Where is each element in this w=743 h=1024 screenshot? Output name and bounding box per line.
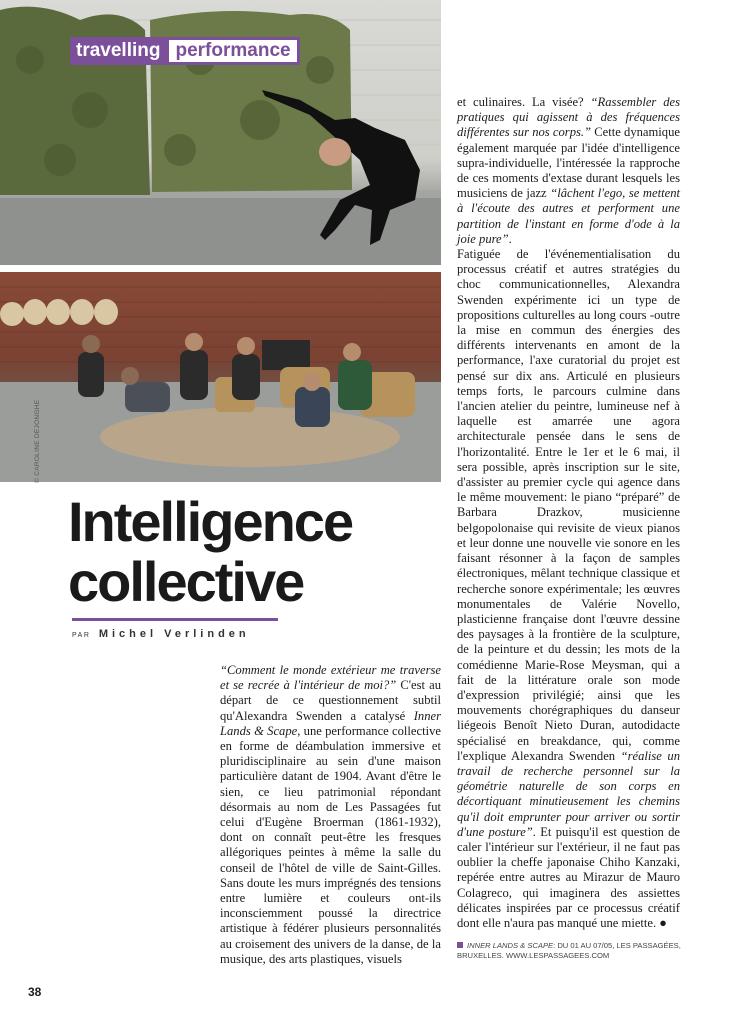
title-line-1: Intelligence [68, 490, 353, 553]
group-photo [0, 272, 441, 482]
photo-credit: © CAROLINE DEJONGHE [34, 399, 41, 483]
right-p1-quote-1: “Rassembler des pratiques qui agissent à des fréquences différentes sur nos corps.” [457, 95, 680, 140]
right-p1-a: et culinaires. La visée? [457, 95, 591, 109]
end-mark: ● [656, 915, 667, 930]
byline-rule [72, 618, 278, 621]
right-p1-quote-2: “lâchent l'ego, se mettent à l'écoute des autres et performent une partition de l'instant en forme d'ode à la joie pure” [457, 186, 680, 246]
left-text-1: C'est au départ de ce questionnement subtil qu'Alexandra Swenden a catalysé [220, 678, 441, 723]
byline [72, 624, 250, 642]
right-p2-a: Fatiguée de l'événementialisation du processus créatif et autres stratégies du choc communicationnelles, Alexandra Swenden expérimente ici un type de propositions culturelles au long cours -outre la mise en commun des énergies des différents intervenants en amont de la performance, l'axe curatorial du projet est pensé sur dix ans. Articulé en plusieurs temps forts, le parcours culmine dans l'ancien atelier du peintre, lumineuse nef à laquelle est amarrée une agora architecturale pensée dans le sens de l'horizontalité. Entre le 1er et le 6 mai, il sera possible, après inscription sur le site, d'assister au premier cycle qui agence dans le même mouvement: le piano “préparé” de Barbara Drazkov, musicienne belgopolonaise qui revisite de vieux pianos et leur donne une nouvelle vie sonore en les faisant résonner à la façon de samples électroniques, mêlant technique classique et recherche sonore expérimentale; les œuvres monumentales de Valérie Novello, plasticienne française dont l'œuvre dessine des paysages à la frontière de la sculpture, de la peinture et du dessin; les mots de la comédienne Marie-Rose Meysman, qui a fait de la littérature orale son mode d'expression privilégié; ainsi que les mouvements chorégraphiques du danseur liégeois Benoît Nieto Duran, autodidacte spécialisé en breakdance, qui, comme l'explique Alexandra Swenden [457, 247, 680, 763]
section-rubric [70, 37, 300, 65]
info-details: : DU 01 AU 07/05, LES PASSAGÉES, BRUXELLES. WWW.LESPASSAGEES.COM [457, 941, 681, 960]
right-p2-b: . Et puisqu'il est question de caler l'intérieur sur l'extérieur, il ne faut pas oublier la cheffe japonaise Chiho Kanzaki, repérée entre autres au Mirazur de Mauro Colagreco, qui imaginera des assiettes délicates inspirées par ce processus créatif dont elle n'aura pas manqué une miette. [457, 824, 681, 930]
work-title: Inner Lands & Scape [220, 708, 441, 738]
rubric-performance: performance [166, 37, 299, 65]
title-line-2: collective [68, 550, 304, 613]
left-text-2: , une performance collective en forme de déambulation immersive et pluridisciplinaire au sein d'une maison particulière datant de 1904. Avant d'être le sien, ce lieu patrimonial répondant désormais au nom de Les Passagées fut celui d'Eugène Broerman (1861-1932), dont on connaît peut-être les fresques allégoriques peintes à même la salle du conseil de l'hôtel de ville de Saint-Gilles. Sans doute les murs imprégnés des tensions entre lumière et couleurs ont-ils inconsciemment poussé la directrice artistique à fédérer plusieurs personnalités au croisement des univers de la danse, de la musique, des arts plastiques, visuels [220, 723, 441, 966]
info-title: INNER LANDS & SCAPE [467, 941, 554, 950]
right-paragraph-2 [457, 247, 680, 931]
page-number: 38 [28, 985, 42, 999]
right-p1-b: Cette dynamique également marquée par l'idée d'intelligence supra-individuelle, l'intéressée la rapproche de ces moments d'extase durant lesquels les musiciens de jazz [457, 125, 680, 201]
event-info [457, 941, 687, 961]
left-paragraph [220, 663, 441, 967]
byline-prefix: PAR [72, 632, 91, 639]
group-photo-illustration [0, 272, 441, 482]
rubric-travelling: travelling [70, 37, 166, 65]
right-paragraph-1 [457, 95, 680, 247]
right-p1-c: . [508, 231, 512, 246]
article-title [68, 492, 438, 612]
intro-quote: “Comment le monde extérieur me traverse et se recrée à l'intérieur de moi?” [220, 663, 441, 693]
byline-author: Michel Verlinden [98, 628, 250, 640]
right-text-column [457, 95, 680, 931]
left-text-column [220, 663, 441, 967]
right-p2-quote: “réalise un travail de recherche personnel sur la géométrie naturelle de son corps en décortiquant minutieusement les chemins qu'il doit emprunter pour arriver ou sortir d'une posture” [457, 748, 680, 839]
info-marker-square [457, 942, 463, 948]
